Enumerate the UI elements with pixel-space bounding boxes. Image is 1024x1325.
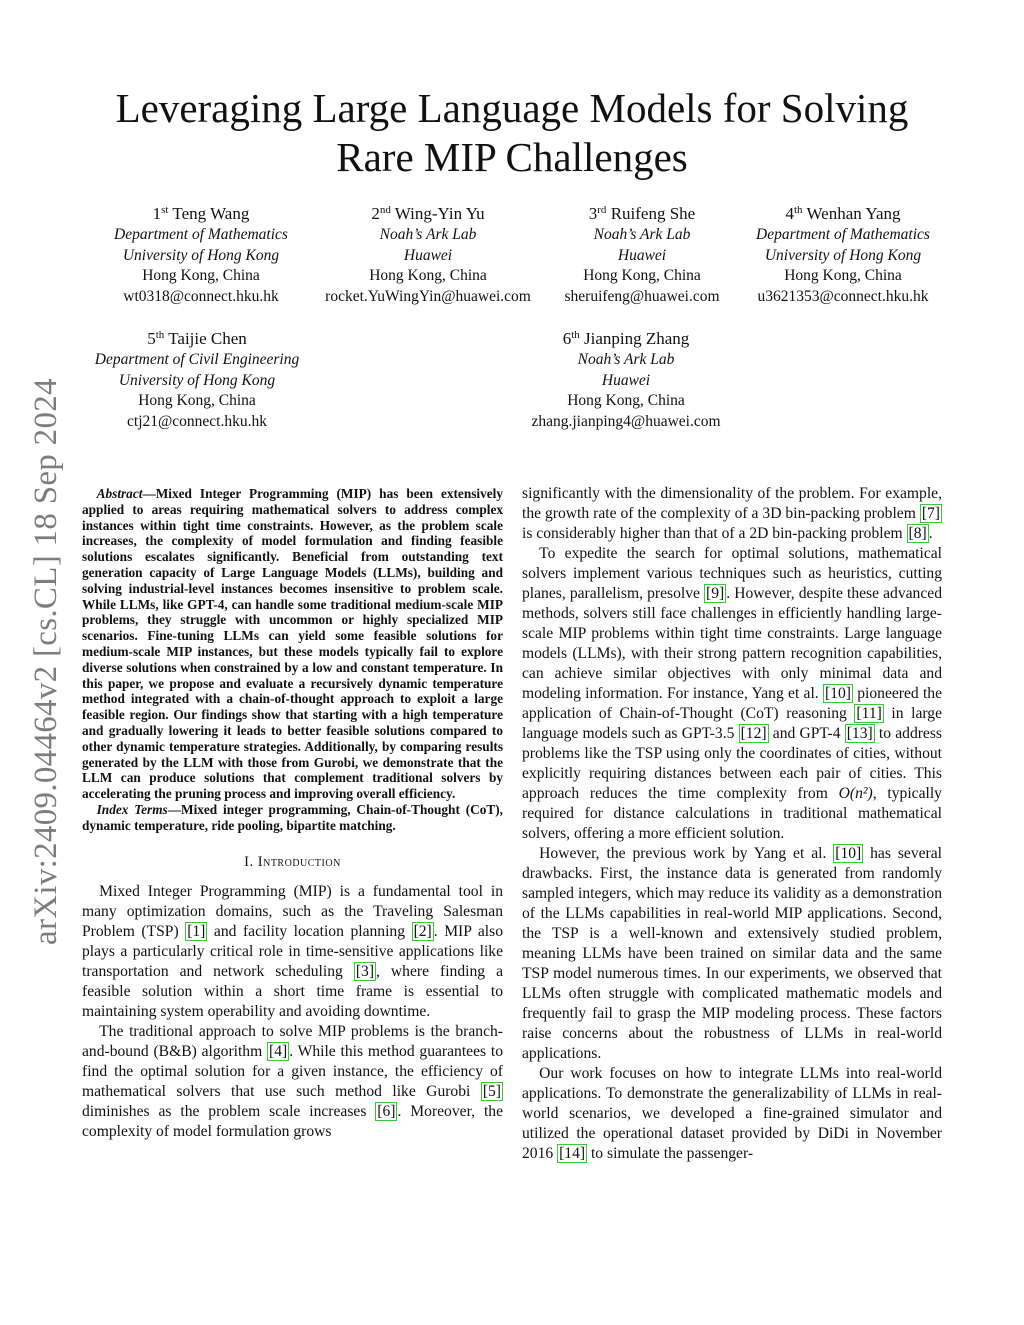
author-2: 2nd Wing-Yin Yu Noah’s Ark Lab Huawei Hong Kong, China rocket.YuWingYin@huawei.com (325, 202, 531, 307)
author-4: 4th Wenhan Yang Department of Mathematics University of Hong Kong Hong Kong, China u3621353@connect.hku.hk (756, 202, 930, 307)
citation-link[interactable]: [14] (559, 1145, 586, 1162)
citation-link[interactable]: [11] (856, 705, 882, 722)
section-heading-introduction: I. Introduction (244, 853, 341, 870)
left-column (82, 486, 503, 1142)
author-email: ctj21@connect.hku.hk (127, 412, 267, 430)
citation-link[interactable]: [1] (187, 922, 206, 940)
index-terms: Index Terms—Mixed integer programming, Chain-of-Thought (CoT), dynamic temperature, ride pooling, bipartite matching. (82, 801, 503, 833)
citation-link[interactable]: [13] (846, 725, 873, 742)
author-email: zhang.jianping4@huawei.com (531, 412, 721, 430)
intro-paragraph-1: Mixed Integer Programming (MIP) is a fundamental tool in many optimization domains, such as the Traveling Salesman Problem (TSP) [1] and facility location planning [2] . MIP also plays a particularly critical role in time-sensitive applications like transportation and network scheduling [3] , where finding a feasible solution within a short time frame is essential to maintaining system operability and avoiding downtime. (82, 882, 503, 1020)
author-email: sheruifeng@huawei.com (564, 287, 720, 305)
citation-link[interactable]: [2] (413, 922, 432, 940)
citation-link[interactable]: [12] (740, 725, 767, 742)
citation-link[interactable]: [3] (355, 962, 375, 980)
paper-title (60, 84, 964, 182)
citation-link[interactable]: [10] (835, 845, 862, 862)
right-column (522, 484, 942, 1164)
author-6: 6th Jianping Zhang Noah’s Ark Lab Huawei Hong Kong, China zhang.jianping4@huawei.com (531, 327, 720, 432)
title-line-1: Leveraging Large Language Models for Solving (115, 85, 909, 131)
intro-paragraph-2: The traditional approach to solve MIP problems is the branch-and-bound (B&B) algorithm [4] . While this method guarantees to find the optimal solution for a given instance, the efficiency of mathematical solvers that use such method like Gurobi [5] diminishes as the problem scale increases [6] . Moreover, the complexity of model formulation grows (82, 1022, 504, 1140)
author-1: 1st Teng Wang Department of Mathematics University of Hong Kong Hong Kong, China wt0318@connect.hku.hk (114, 202, 288, 307)
citation-link[interactable]: [7] (921, 505, 940, 522)
math-complexity: O(n²) (838, 785, 873, 802)
citation-link[interactable]: [10] (824, 685, 851, 702)
author-email: wt0318@connect.hku.hk (123, 287, 279, 305)
citation-link[interactable]: [6] (377, 1102, 396, 1120)
intro-paragraph-3: significantly with the dimensionality of the problem. For example, the growth rate of the complexity of a 3D bin-packing problem [7] is considerably higher than that of a 2D bin-packing problem [8] . (522, 485, 942, 542)
abstract: Abstract—Mixed Integer Programming (MIP) has been extensively applied to areas requiring mathematical solvers to address complex instances within tight time constraints. However, as the problem scale increases, the complexity of model formulation and finding feasible solutions escalates significantly. Beneficial from outstanding text generation capacity of Large Language Models (LLMs), building and solving industrial-level instances becomes insensitive to problem scale. While LLMs, like GPT-4, can handle some traditional medium-scale MIP problems, they struggle with uncommon or highly specialized MIP scenarios. Fine-tuning LLMs can yield some feasible solutions for medium-scale MIP instances, but these models typically fail to explore diverse solutions when constrained by a low and constant temperature. In this paper, we propose and evaluate a recursively dynamic temperature method integrated with a chain-of-thought approach to exploit a large feasible region. Our findings show that starting with a high temperature and gradually lowering it leads to better feasible solutions compared to other dynamic temperature strategies. Additionally, by comparing results generated by the LLM with those from Gurobi, we demonstrate that the LLM can produce solutions that complement traditional solvers by accelerating the pruning process and improving overall efficiency. (82, 486, 503, 802)
citation-link[interactable]: [5] (482, 1082, 501, 1100)
intro-paragraph-5: However, the previous work by Yang et al. [10] has several drawbacks. First, the instance data is generated from randomly sampled integers, which may reduce its validity as a demonstration of the LLMs capabilities in real-world MIP applications. Second, the TSP is a well-known and extensively studied problem, meaning LLMs have been trained on similar data and the same TSP model numerous times. In our experiments, we observed that LLMs often struggle with complicated mathematic models and frequently fail to grasp the MIP modeling process. These factors raise concerns about the robustness of LLMs in real-world applications. (522, 845, 942, 1062)
author-3: 3rd Ruifeng She Noah’s Ark Lab Huawei Hong Kong, China sheruifeng@huawei.com (564, 202, 719, 307)
arxiv-identifier: arXiv:2409.04464v2 [cs.CL] 18 Sep 2024 (28, 378, 64, 945)
title-line-2: Rare MIP Challenges (336, 134, 688, 180)
citation-link[interactable]: [4] (269, 1042, 288, 1060)
citation-link[interactable]: [8] (908, 525, 927, 542)
intro-paragraph-6: Our work focuses on how to integrate LLMs into real-world applications. To demonstrate the generalizability of LLMs in real-world scenarios, we developed a fine-grained simulator and utilized the operational dataset provided by DiDi in November 2016 [14] to simulate the passenger- (522, 1065, 942, 1162)
author-email: u3621353@connect.hku.hk (757, 287, 929, 305)
author-5: 5th Taijie Chen Department of Civil Engineering University of Hong Kong Hong Kong, China ctj21@connect.hku.hk (95, 327, 299, 432)
citation-link[interactable]: [9] (706, 585, 725, 602)
author-email: rocket.YuWingYin@huawei.com (325, 287, 531, 305)
intro-paragraph-4: To expedite the search for optimal solutions, mathematical solvers implement various techniques such as heuristics, cutting planes, parallelism, presolve [9] . However, despite these advanced methods, solvers still face challenges in efficiently handling large-scale MIP problems within tight time constraints. Large language models (LLMs), with their strong pattern recognition capabilities, can achieve similar objectives with only minimal data and modeling information. For instance, Yang et al. [10] pioneered the application of Chain-of-Thought (CoT) reasoning [11] in large language models such as GPT-3.5 [12] and GPT-4 [13] to address problems like the TSP using only the coordinates of cities, without explicitly requiring distances between each pair of cities. This approach reduces the time complexity from O(n²), typically required for distance calculations in traditional mathematical solvers, offering a more efficient solution. (522, 545, 943, 842)
